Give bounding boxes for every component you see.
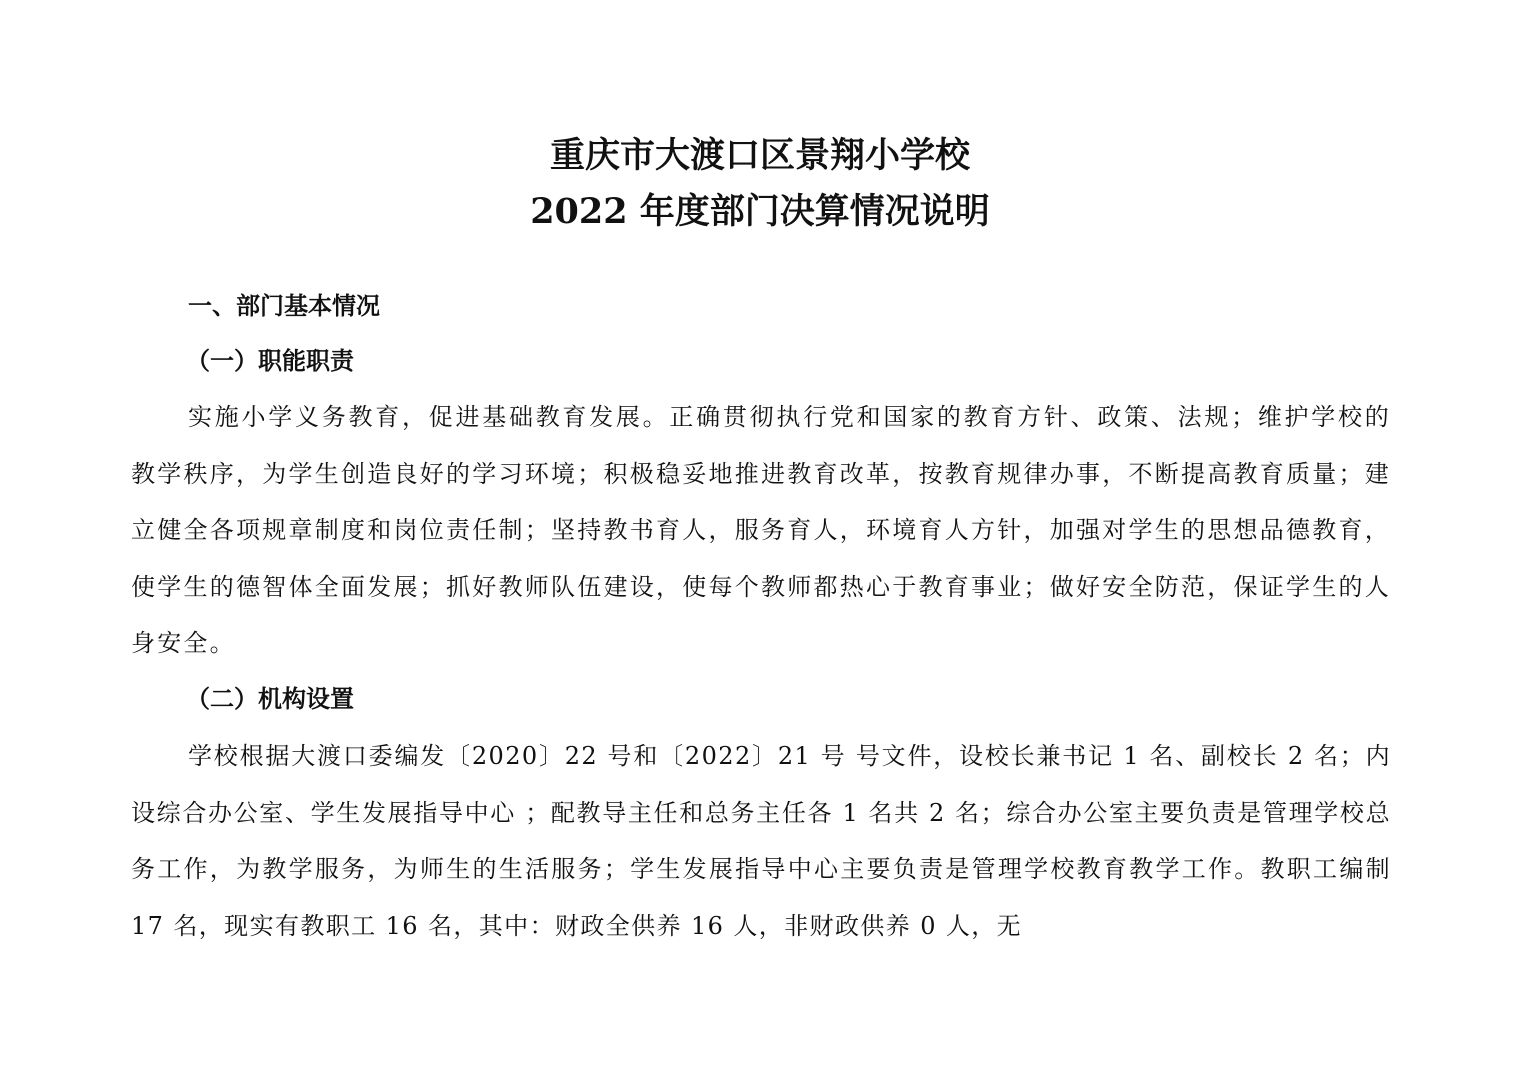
paragraph-organization: 学校根据大渡口委编发〔2020〕22 号和〔2022〕21 号 号文件，设校长兼书记 1 名、副校长 2 名；内设综合办公室、学生发展指导中心 ；配教导主任和总务主任各 1 名共 2 名；综合办公室主要负责是管理学校总务工作，为教学服务，为师生的生活服务；学生发展指导中心主要负责是管理学校教育教学工作。教职工编制 17 名，现实有教职工 16 名，其中：财政全供养 16 人，非财政供养 0 人，无 <box>131 742 1391 940</box>
document-title-line2: 2022 年度部门决算情况说明 <box>530 191 990 232</box>
subsection-heading-functions: （一）职能职责 <box>186 347 354 375</box>
paragraph-functions: 实施小学义务教育，促进基础教育发展。正确贯彻执行党和国家的教育方针、政策、法规；维护学校的教学秩序，为学生创造良好的学习环境；积极稳妥地推进教育改革，按教育规律办事，不断提高教育质量；建立健全各项规章制度和岗位责任制；坚持教书育人，服务育人，环境育人方针，加强对学生的思想品德教育，使学生的德智体全面发展；抓好教师队伍建设，使每个教师都热心于教育事业；做好安全防范，保证学生的人身安全。 <box>131 403 1391 657</box>
section-heading-basic-info: 一、部门基本情况 <box>188 292 380 320</box>
subsection-heading-organization: （二）机构设置 <box>186 685 354 713</box>
document-title-line1: 重庆市大渡口区景翔小学校 <box>549 135 970 176</box>
